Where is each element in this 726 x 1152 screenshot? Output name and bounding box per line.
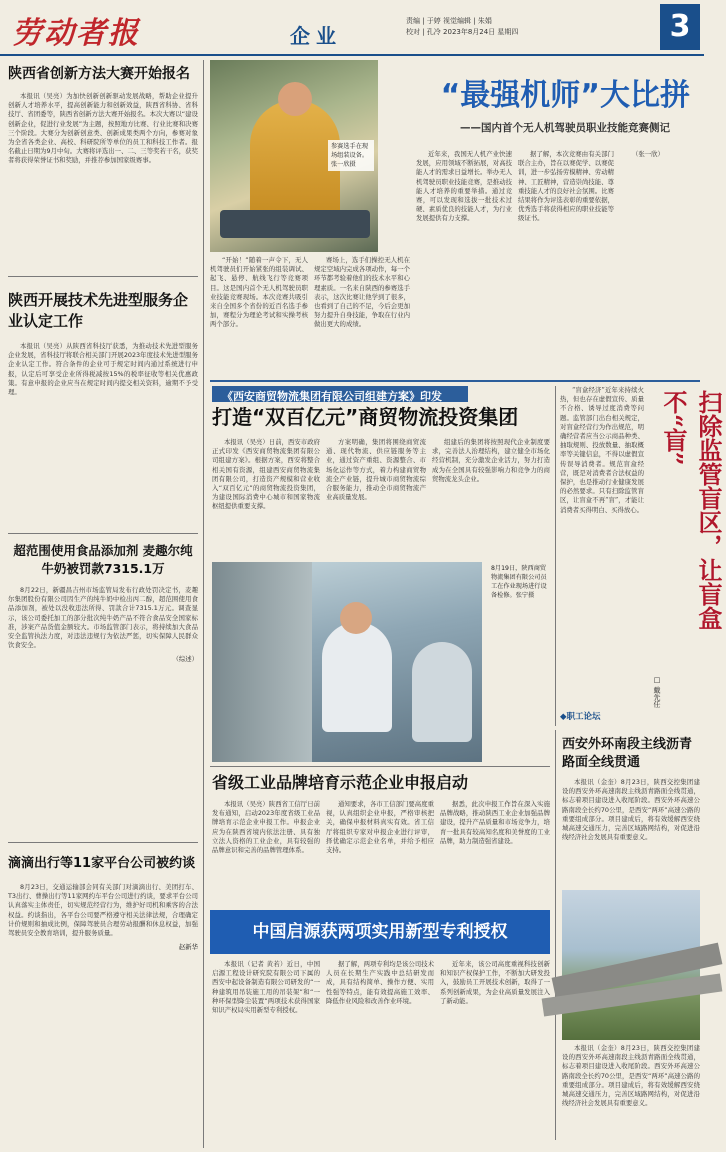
story-shangmao-col2-text: 方案明确，集团将围绕商贸流通、现代物流、供应链服务等主业，通过资产重组、资源整合、市场化运作等方式，着力构建商贸物流全产业链，提升城市商贸物流综合服务能力，推动全市商贸物流产业高质量发展。 — [326, 438, 426, 502]
story-gaosu-more-text: 本报讯（金奎）8月23日，陕西交控集团建设的西安外环高速南段主线沥青路面全线贯通，标志着项目建设进入收尾阶段。西安外环高速公路南段全长约70公里，是西安“两环”高速公路的重要组成部分。项目建成后，将有效缓解西安绕城高速交通压力，完善区域路网结构，对促进沿线经济社会发展具有重要意义。 — [562, 1044, 700, 1108]
page-number: 3 — [660, 4, 700, 50]
story-zhuanli-col1-text: 本报讯（记者 黄若）近日，中国启源工程设计研究院有限公司下属的西安中起设备制造有限公司研发的“一种建筑用吊装施工用的吊装架”和“一种环保型降尘装置”两项技术获得国家知识产权局实用新型专利授权。 — [212, 960, 320, 1015]
story-zhuanli-col2-text: 据了解，两项专利均是该公司技术人员在长期生产实践中总结研发而成，具有结构简单、操作方便、实用性强等特点，能有效提高施工效率、降低作业风险和改善作业环境。 — [326, 960, 434, 1005]
logistics-photo — [212, 562, 482, 762]
drone-photo-caption: 参赛选手在现场组装设备。 张一欣摄 — [328, 140, 374, 171]
story-jishi-col4 — [518, 150, 614, 376]
story-jishi-col3-text: 近年来，我国无人机产业快速发展，应用领域不断拓展，对高技能人才的需求日益增长。举办无人机驾驶员职业技能竞赛，是推动技能人才培养的重要举措。通过竞赛，可以发现和选拔一批技术过硬、素质优良的技能人才，为行业发展提供有力支撑。 — [416, 150, 512, 223]
story-didi-title: 滴滴出行等11家平台公司被约谈 — [8, 856, 196, 871]
story-jishi-col3 — [416, 150, 512, 376]
story-jishi-col5-text: （张一欣） — [632, 150, 664, 158]
logistics-photo-caption: 8月19日，陕西商贸物流集团有限公司员工在作业现场进行设备检修。张宁摄 — [491, 565, 547, 599]
story-shipin-byline: （综述） — [172, 655, 198, 664]
story-mangqu-title: 扫除监管盲区，让盲盒不“盲” — [659, 390, 723, 630]
divider — [210, 380, 700, 382]
story-gaosu-body: 本报讯（金奎）8月23日，陕西交控集团建设的西安外环高速南段主线沥青路面全线贯通，标志着项目建设进入收尾阶段。西安外环高速公路南段全长约70公里，是西安“两环”高速公路的重要组成部分。项目建成后，将有效缓解西安绕城高速交通压力，完善区域路网结构，对促进沿线经济社会发展具有重要意义。 — [562, 778, 700, 842]
story-didi-byline: 赵新华 — [178, 943, 198, 952]
drone-contest-photo — [210, 60, 378, 252]
worker-figure — [322, 622, 392, 732]
story-mangqu-body: “盲盒经济”近年来持续火热，但也存在虚假宣传、质量不合格、诱导过度消费等问题。监管部门出台相关规定，对盲盒经营行为作出规范，明确经营者应当公示商品种类、抽取规则、投放数量、抽取概率等关键信息，不得以虚假宣传误导消费者。规范盲盒经营，既是对消费者合法权益的保护，也是推动行业健康发展的必然要求。只有扫除监管盲区，让盲盒不再“盲”，才能让消费者买得明白、买得放心。 — [560, 386, 644, 514]
story-shangmao-title: 打造“双百亿元”商贸物流投资集团 — [212, 405, 519, 429]
story-pinpai-title: 省级工业品牌培育示范企业申报启动 — [212, 773, 469, 792]
story-jishi-col5 — [620, 150, 698, 376]
story-pinpai-col1-text: 本报讯（吴亮）陕西省工信厅日前发布通知，启动2023年度省级工业品牌培育示范企业申报工作。申报企业应为在陕西省境内依法注册、具有独立法人资格的工业企业，具有较强的品牌意识和完善的品牌管理体系。 — [212, 800, 320, 855]
story-jishi-col1-text: “开始！”随着一声令下，无人机驾驶员们开始紧张的组装调试、起飞、悬停、航线飞行等竞赛项目。这是国内首个无人机驾驶员职业技能竞赛现场。本次竞赛共吸引来自全国多个省份的近百名选手参加，赛程分为理论考试和实操考核两个部分。 — [210, 256, 308, 329]
story-fuwu-body: 本报讯（吴亮）从陕西省科技厅获悉，为推动技术先进型服务企业发展，省科技厅将联合相关部门开展2023年度技术先进型服务企业认定工作。符合条件的企业可于规定时间内通过系统进行申报，认定后可享受企业所得税减按15%的税率征收等相关优惠政策。有意申报的企业应当在规定时间内提交相关资料，逾期不予受理。 — [8, 342, 198, 397]
worker-head — [278, 82, 312, 116]
story-didi — [8, 848, 198, 1144]
story-jishi-subtitle: ——国内首个无人机驾驶员职业技能竞赛侧记 — [460, 122, 670, 134]
date-line: 校对 | 孔冷 2023年8月24日 星期四 — [406, 28, 519, 36]
second-worker — [412, 642, 472, 742]
story-jishi-col2-text: 赛场上，选手们操控无人机在规定空域内完成各项动作，每一个环节都考验着他们的技术水平和心理素质。一名来自陕西的参赛选手表示，这次比赛让他学到了很多，也看到了自己的不足，今后会更加努力提升自身技能，争取在行业内做出更大的成绩。 — [314, 256, 410, 329]
story-pinpai-col1 — [212, 800, 320, 904]
worker-figure — [250, 100, 340, 220]
story-pinpai-col3-text: 据悉，此次申报工作旨在深入实施品牌战略，推动陕西工业企业加强品牌建设，提升产品质量和市场竞争力，培育一批具有较高知名度和美誉度的工业品牌，助力制造强省建设。 — [440, 800, 550, 845]
column-divider — [203, 60, 204, 1148]
divider — [210, 766, 550, 767]
story-didi-body: 8月23日，交通运输部会同有关部门对滴滴出行、美团打车、T3出行、曹操出行等11家网约车平台公司进行约谈，要求平台公司认真落实主体责任，切实规范经营行为，维护好司机和乘客的合法权益。约谈指出，各平台公司要严格遵守相关法律法规，合理确定计价规则和抽成比例，保障驾驶员合理劳动报酬和休息权益，加强驾驶员安全教育培训，提升服务质量。 — [8, 883, 198, 938]
story-shipin-body: 8月22日，新疆昌吉州市场监管局发布行政处罚决定书，麦趣尔集团股份有限公司因生产的纯牛奶中检出丙二醇，超范围使用食品添加剂，被处以没收违法所得、罚款合计7315.1万元。调查显示，该公司委托加工的部分批次纯牛奶产品不符合食品安全国家标准，涉案产品货值金额较大。市场监管部门表示，将持续加大食品安全监管执法力度，对违法违规行为依法严惩，切实保障人民群众饮食安全。 — [8, 586, 198, 650]
story-fuwu-title: 陕西开展技术先进型服务企业认定工作 — [8, 291, 189, 330]
story-gaosu-more — [562, 1044, 700, 1144]
story-zhuanli-col3-text: 近年来，该公司高度重视科技创新和知识产权保护工作，不断加大研发投入，鼓励员工开展技术创新，取得了一系列创新成果，为企业高质量发展注入了新动能。 — [440, 960, 550, 1005]
story-pinpai-col2 — [326, 800, 434, 904]
story-mangqu — [560, 386, 723, 726]
story-gaosu — [562, 736, 700, 886]
story-gaosu-title: 西安外环南段主线沥青路面全线贯通 — [562, 737, 693, 770]
story-shangmao-col1 — [212, 438, 320, 560]
story-jishi-col2 — [314, 256, 410, 376]
divider — [8, 842, 198, 843]
story-mangqu-author: □ 戴先任 — [653, 676, 661, 708]
story-jishi-header — [384, 76, 700, 146]
story-jishi-col1 — [210, 256, 308, 376]
story-mangqu-tag: ◆职工论坛 — [560, 712, 601, 722]
column-divider — [555, 386, 556, 726]
story-shipin-title: 超范围使用食品添加剂 麦趣尔纯牛奶被罚款7315.1万 — [13, 543, 193, 576]
section-title: 企业 — [290, 24, 342, 48]
zhuanli-banner: 中国启源获两项实用新型专利授权 — [210, 910, 550, 954]
story-zhuanli-col1 — [212, 960, 320, 1144]
story-shangmao-col3-text: 组建后的集团将按照现代企业制度要求，完善法人治理结构，建立健全市场化经营机制，充分激发企业活力，努力打造成为在全国具有较强影响力和竞争力的商贸物流龙头企业。 — [432, 438, 550, 483]
story-jishi-title: “最强机师”大比拼 — [440, 78, 690, 113]
story-zhuanli-col2 — [326, 960, 434, 1144]
story-shangmao-col1-text: 本报讯（吴亮）日前，西安市政府正式印发《西安商贸物流集团有限公司组建方案》。根据方案，西安将整合相关国有资源，组建西安商贸物流集团有限公司，打造资产规模和营业收入“双百亿元”的商贸物流投资集团，为建设国际消费中心城市和国家物流枢纽提供重要支撑。 — [212, 438, 320, 511]
story-kuaida-title: 陕西省创新方法大赛开始报名 — [8, 66, 190, 82]
story-shipin — [8, 538, 198, 838]
shangmao-banner: 《西安商贸物流集团有限公司组建方案》印发 — [212, 386, 468, 402]
column-divider — [555, 730, 556, 1140]
divider — [8, 533, 198, 534]
masthead — [0, 0, 704, 62]
highway-photo — [562, 890, 700, 1040]
story-shangmao-col3 — [432, 438, 550, 560]
story-kuaida-body: 本报讯（吴亮）为加快创新创新驱动发展战略，帮助企业提升创新人才培养水平，提高创新能力和创新效益，陕西省科协、省科技厅、省团委等，陕西省创新方法大赛开始报名。本次大赛以“建设创新企业，促进行业发展”为主题，按照地方比赛、行业比赛和决赛三个阶段。大赛分为创新创意类、创新成果类两个方向，参赛对象为全省各类企业、高校、科研院所等单位的员工和科技工作者。报名截止日期为9月中旬。大赛将评选出一、二、三等奖若干名，获奖者将获得荣誉证书和奖励，并推荐参加国家级赛事。 — [8, 92, 198, 165]
worker-head — [340, 602, 372, 634]
newspaper-logo: 劳动者报 — [12, 16, 140, 51]
story-zhuanli-col3 — [440, 960, 550, 1144]
story-shangmao-col2 — [326, 438, 426, 560]
story-pinpai-col3 — [440, 800, 550, 904]
masthead-info — [406, 16, 636, 38]
story-fuwu — [8, 282, 198, 530]
editor-line: 责编 | 于婷 视觉编辑 | 朱娟 — [406, 17, 492, 25]
story-pinpai-col2-text: 通知要求，各市工信部门要高度重视，认真组织企业申报，严格审核把关，确保申报材料真实有效。省工信厅将组织专家对申报企业进行评审，择优确定示范企业名单，并给予相应支持。 — [326, 800, 434, 855]
divider — [8, 276, 198, 277]
machine-shape — [212, 562, 312, 762]
masthead-rule — [0, 54, 704, 56]
story-jishi-col4-text: 据了解，本次竞赛由有关部门联合主办，旨在以赛促学、以赛促训，进一步弘扬劳模精神、劳动精神、工匠精神，营造崇尚技能、尊重技能人才的良好社会氛围。比赛结果将作为评选表彰的重要依据，优秀选手将获得相应的职业技能等级证书。 — [518, 150, 614, 223]
drone-equipment — [220, 210, 370, 238]
story-kuaida — [8, 62, 198, 272]
